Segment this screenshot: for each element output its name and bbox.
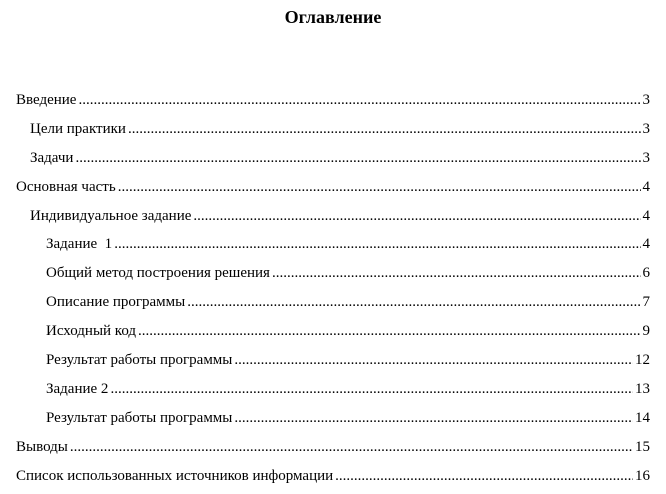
toc-dot-leader (110, 379, 633, 399)
toc-entry-practice-goals[interactable] (16, 119, 650, 148)
toc-entry-label: Основная часть (16, 178, 116, 195)
toc-page-number: 3 (642, 149, 650, 166)
toc-entry-label: Выводы (16, 438, 68, 455)
toc-entry-label: Общий метод построения решения (46, 265, 270, 282)
toc-dot-leader (75, 148, 640, 168)
toc-entry-program-description[interactable] (16, 292, 650, 321)
toc-page-number: 13 (635, 380, 650, 397)
toc-page-number: 12 (635, 352, 650, 369)
toc-page-number: 14 (635, 409, 650, 426)
toc-entry-source-code[interactable] (16, 321, 650, 350)
toc-dot-leader (234, 408, 633, 428)
toc-page-number: 9 (642, 323, 650, 340)
table-of-contents (16, 90, 650, 494)
toc-entry-tasks[interactable] (16, 148, 650, 177)
toc-entry-references[interactable] (16, 466, 650, 494)
toc-page-number: 4 (642, 178, 650, 195)
toc-entry-label: Задание 2 (46, 380, 109, 397)
toc-dot-leader (70, 437, 633, 457)
toc-entry-program-result-2[interactable] (16, 408, 650, 437)
toc-entry-conclusions[interactable] (16, 437, 650, 466)
toc-dot-leader (234, 350, 633, 370)
toc-dot-leader (114, 234, 640, 254)
toc-dot-leader (272, 263, 641, 283)
toc-page-number: 3 (642, 92, 650, 108)
toc-entry-introduction[interactable] (16, 90, 650, 119)
toc-dot-leader (193, 206, 640, 226)
toc-page-number: 16 (635, 467, 650, 484)
page-title: Оглавление (284, 7, 382, 27)
toc-entry-label: Индивидуальное задание (30, 207, 192, 224)
toc-dot-leader (138, 321, 640, 341)
toc-entry-label: Задание 1 (46, 236, 113, 253)
toc-dot-leader (78, 90, 640, 110)
toc-dot-leader (187, 292, 640, 312)
toc-entry-individual-task[interactable] (16, 206, 650, 235)
toc-page-number: 4 (642, 207, 650, 224)
toc-entry-label: Результат работы программы (46, 409, 233, 426)
toc-page-number: 7 (642, 294, 650, 311)
toc-entry-label: Список использованных источников информации (16, 467, 334, 484)
toc-entry-label: Введение (16, 92, 77, 108)
toc-dot-leader (128, 119, 641, 139)
toc-entry-label: Результат работы программы (46, 352, 233, 369)
toc-page-number: 6 (642, 265, 650, 282)
toc-entry-general-method[interactable] (16, 263, 650, 292)
toc-page-number: 4 (642, 236, 650, 253)
toc-entry-program-result-1[interactable] (16, 350, 650, 379)
toc-entry-label: Описание программы (46, 294, 186, 311)
toc-entry-main-part[interactable] (16, 177, 650, 206)
toc-entry-label: Исходный код (46, 323, 137, 340)
toc-page-number: 3 (642, 120, 650, 137)
toc-dot-leader (118, 177, 641, 197)
toc-entry-label: Задачи (30, 149, 74, 166)
toc-entry-task-1[interactable] (16, 234, 650, 263)
toc-entry-label: Цели практики (30, 120, 126, 137)
toc-page-number: 15 (635, 438, 650, 455)
toc-entry-task-2[interactable] (16, 379, 650, 408)
toc-dot-leader (335, 466, 633, 486)
